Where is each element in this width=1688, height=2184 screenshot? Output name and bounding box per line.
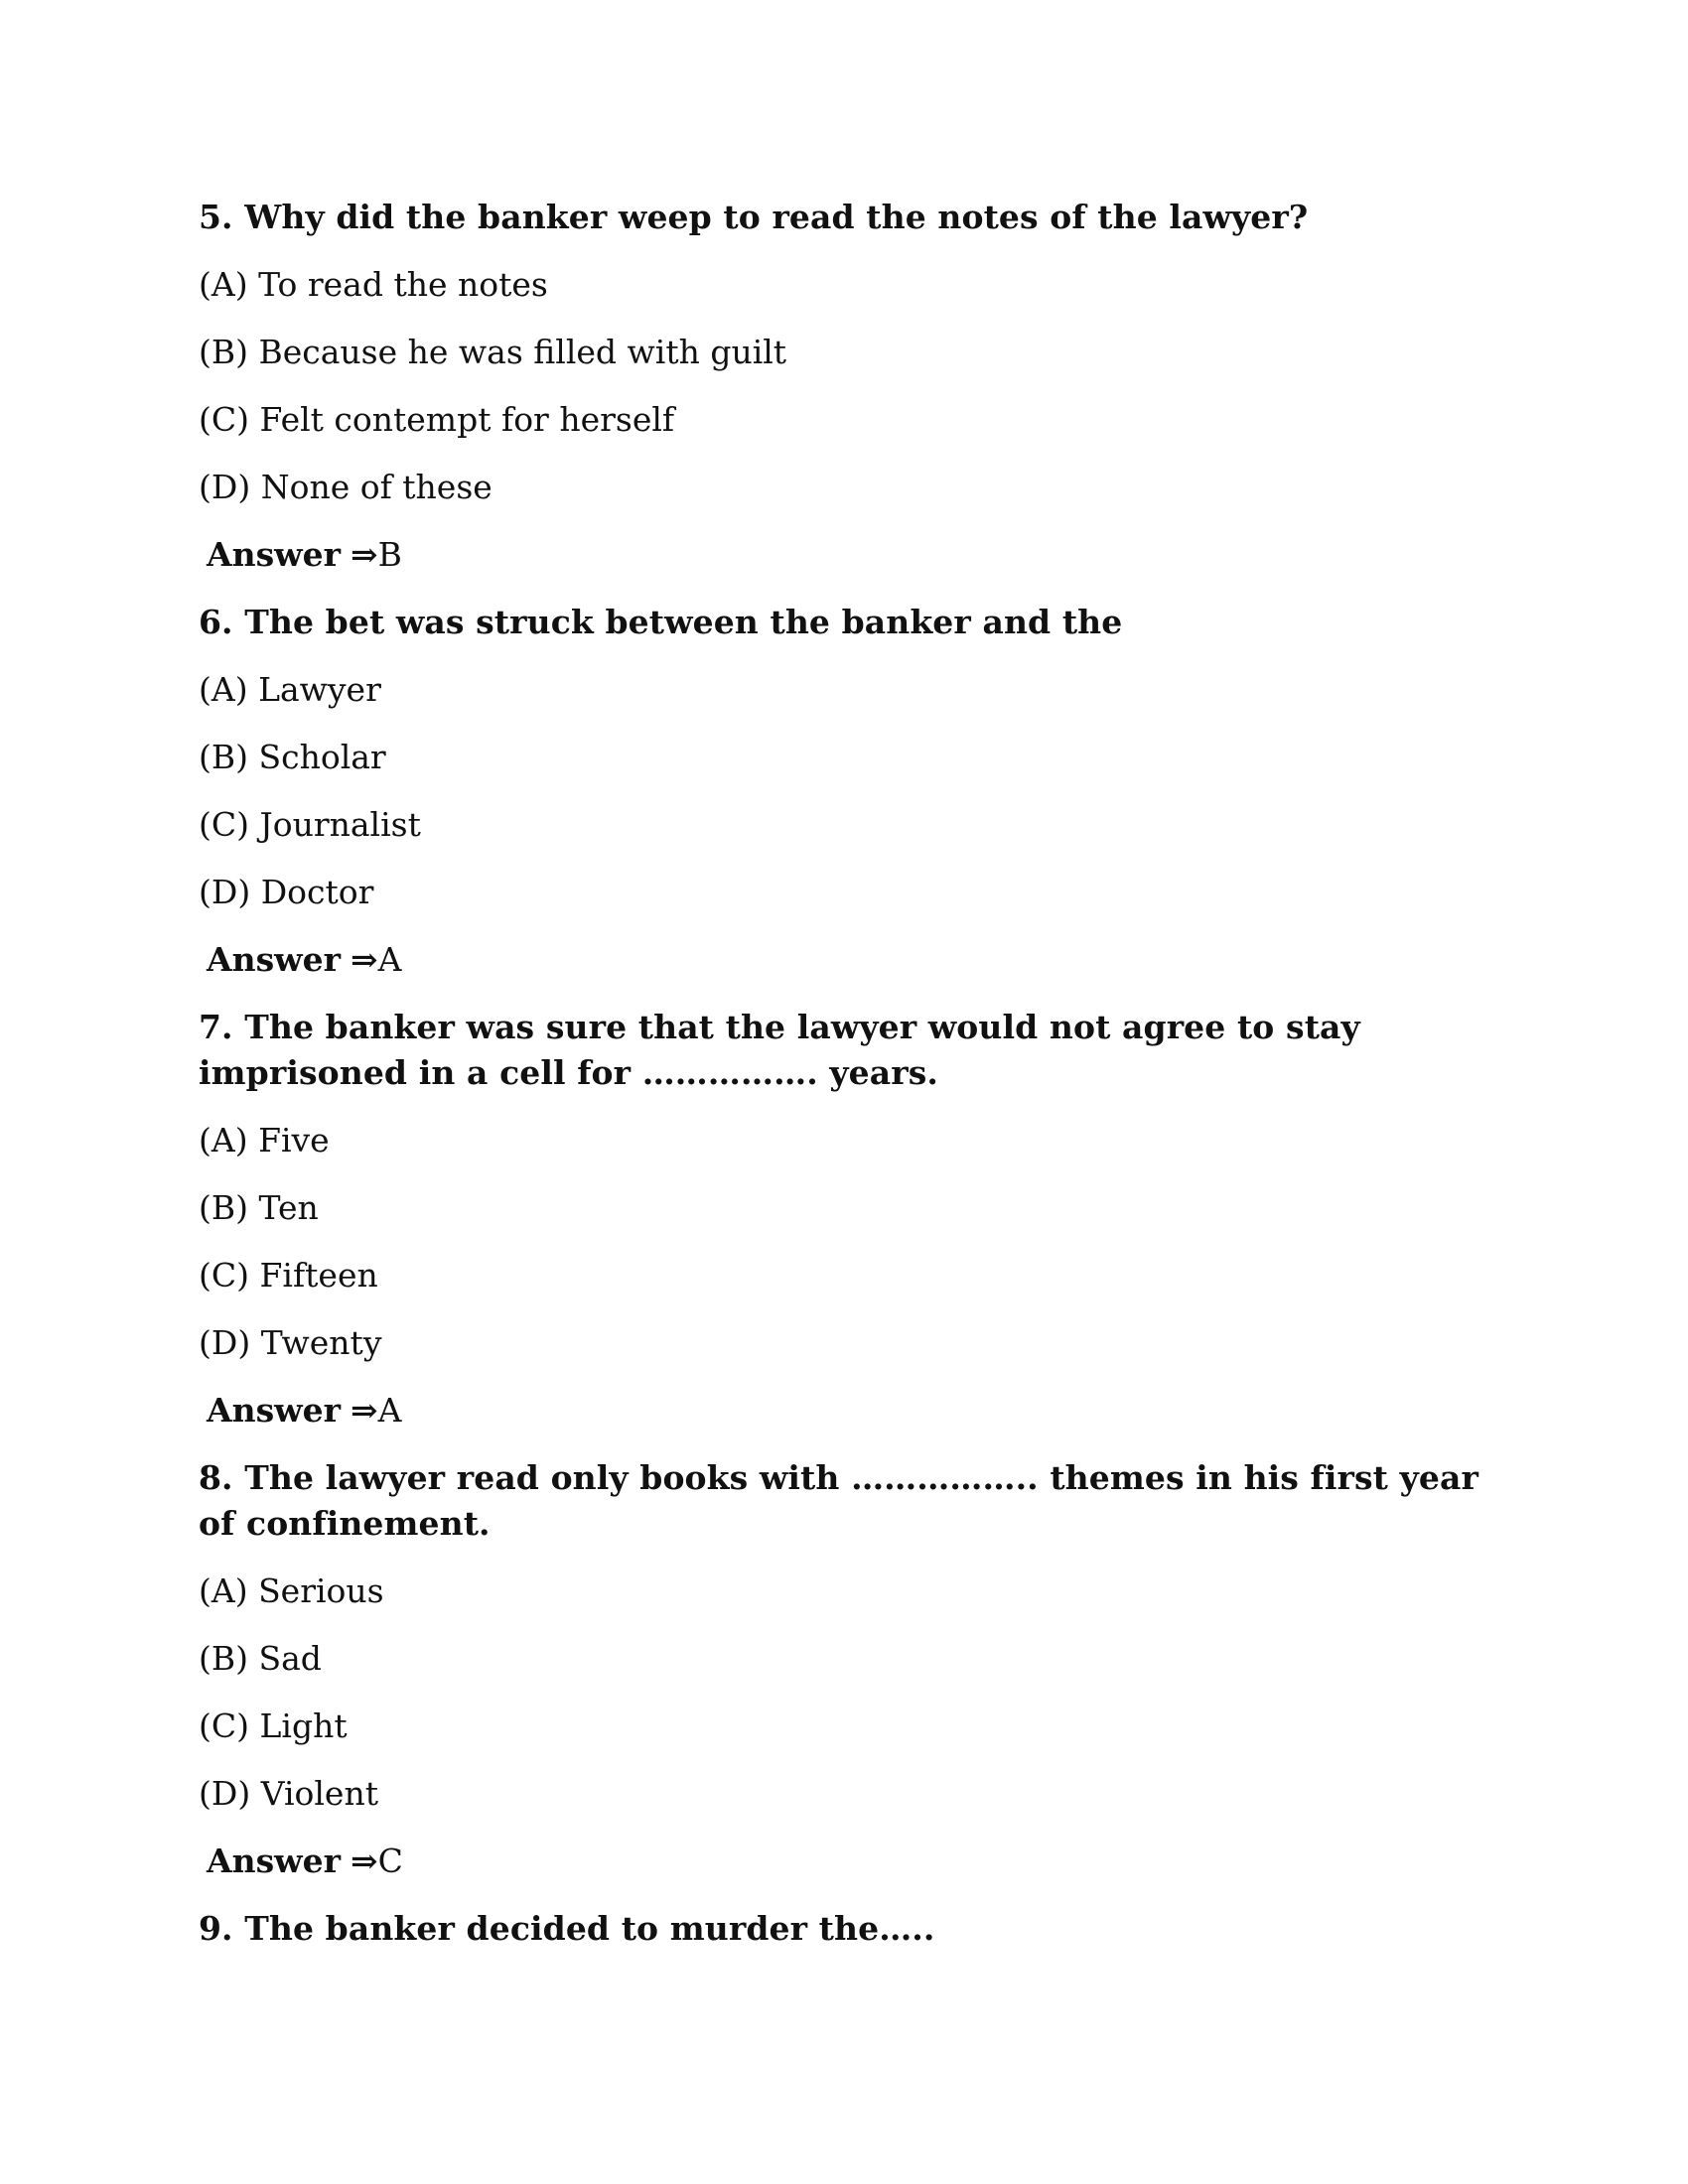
right-double-arrow-icon: ⇒: [350, 1842, 378, 1880]
option-d: (D) Doctor: [199, 873, 374, 911]
option-d: (D) None of these: [199, 468, 492, 506]
document-page: [199, 195, 1489, 1974]
option-b: (B) Sad: [199, 1639, 322, 1678]
answer-label: Answer: [207, 940, 341, 979]
option-b: (B) Ten: [199, 1188, 319, 1227]
option-d: (D) Violent: [199, 1774, 378, 1813]
option-a: (A) Five: [199, 1121, 330, 1160]
answer-label: Answer: [207, 1842, 341, 1880]
answer-value: C: [377, 1842, 403, 1880]
question-block-7: [199, 1005, 1489, 1433]
question-text: 9. The banker decided to murder the…..: [199, 1909, 935, 1948]
answer-line: [207, 1839, 1489, 1884]
answer-label: Answer: [207, 535, 341, 574]
option-a: (A) Serious: [199, 1571, 384, 1610]
question-block-6: [199, 600, 1489, 983]
option-a: (A) Lawyer: [199, 670, 381, 709]
question-block-5: [199, 195, 1489, 578]
answer-value: A: [377, 940, 402, 979]
answer-label: Answer: [207, 1391, 341, 1430]
option-c: (C) Journalist: [199, 805, 421, 844]
option-a: (A) To read the notes: [199, 265, 548, 304]
answer-value: B: [377, 535, 402, 574]
option-b: (B) Because he was filled with guilt: [199, 333, 787, 371]
question-block-8: [199, 1455, 1489, 1884]
question-text: 5. Why did the banker weep to read the notes of the lawyer?: [199, 198, 1309, 236]
option-c: (C) Fifteen: [199, 1256, 378, 1295]
option-d: (D) Twenty: [199, 1323, 382, 1362]
right-double-arrow-icon: ⇒: [350, 1391, 378, 1430]
question-text: 7. The banker was sure that the lawyer would not agree to stay imprisoned in a cell for ……………. years.: [199, 1008, 1360, 1092]
option-c: (C) Light: [199, 1706, 348, 1745]
answer-value: A: [377, 1391, 402, 1430]
option-b: (B) Scholar: [199, 738, 386, 776]
answer-line: [207, 1388, 1489, 1433]
answer-line: [207, 532, 1489, 578]
right-double-arrow-icon: ⇒: [350, 535, 378, 574]
answer-line: [207, 937, 1489, 983]
question-text: 6. The bet was struck between the banker and the: [199, 603, 1123, 641]
right-double-arrow-icon: ⇒: [350, 940, 378, 979]
question-block-9: [199, 1906, 1489, 1952]
option-c: (C) Felt contempt for herself: [199, 400, 675, 439]
question-text: 8. The lawyer read only books with …………….. themes in his first year of confinement.: [199, 1458, 1478, 1543]
